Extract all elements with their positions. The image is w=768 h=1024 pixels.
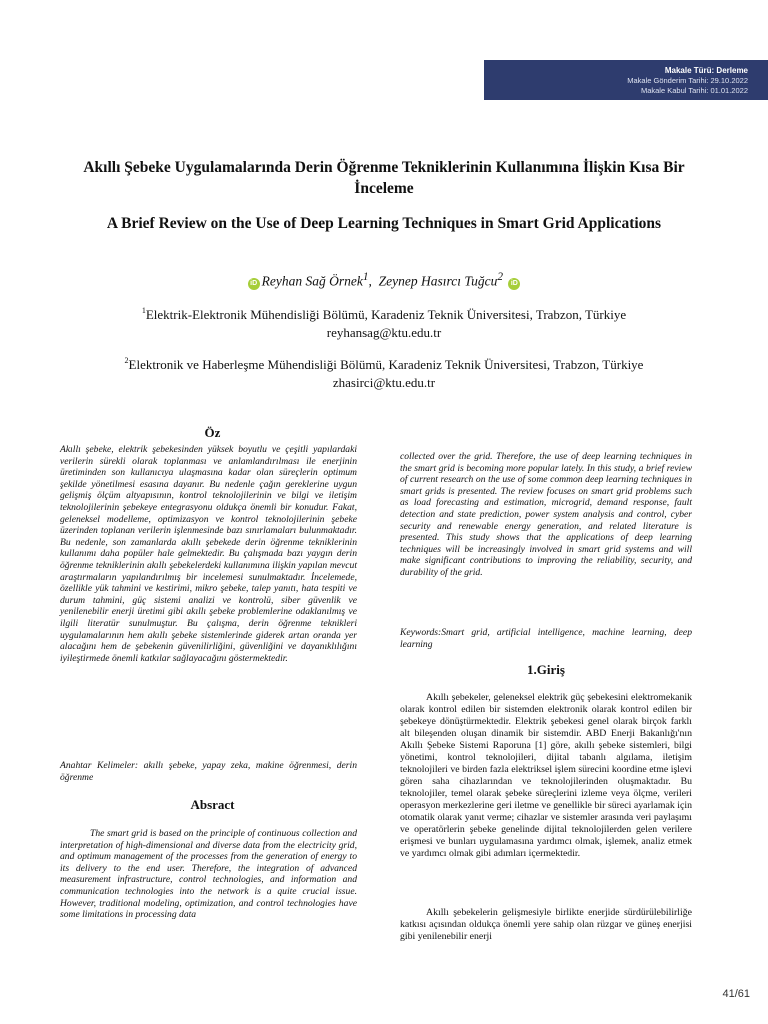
author-affil-marker: 2 bbox=[497, 271, 503, 283]
affiliation-text: Elektrik-Elektronik Mühendisliği Bölümü, Karadeniz Teknik Üniversitesi, Trabzon, Türkiye bbox=[145, 307, 627, 322]
affiliation-email[interactable]: zhasirci@ktu.edu.tr bbox=[332, 375, 436, 390]
affiliation-marker: 1 bbox=[141, 306, 146, 315]
author-affil-marker: 1 bbox=[362, 271, 369, 283]
author-name: Reyhan Sağ Örnek bbox=[261, 273, 363, 289]
oz-paragraph: Akıllı şebeke, elektrik şebekesinden yüksek boyutlu ve çeşitli yapılardaki verilerin sürekli olarak toplanması ve anlamlandırılması ile enerjinin üretiminden son kullanıcıya ulaşmasına kadar olan süreçlerin optimum şekilde yönetilmesi esasına dayanır. Bu nedenle çağın gereklerine uygun gelişmiş ölçüm altyapısının, kontrol teknolojilerinin ve bilgi ve iletişim teknolojilerinin şebekeye entegrasyonu oldukça önemli bir konudur. Fakat, geleneksel modelleme, optimizasyon ve kontrol teknolojilerinin şebeke üzerinden toplanan verilerin işlenmesinde bazı sınırlamaları bulunmaktadır. Bu nedenle, son zamanlarda akıllı şebekede derin öğrenme tekniklerinin kullanımı daha popüler hale gelmektedir. Bu çalışmada bazı yaygın derin öğrenme tekniklerinin akıllı şebekelerdeki kullanımına ilişkin yapılan mevcut araştırmaların yapılandırılmış bir incelemesi sunulmaktadır. İncelemede, özellikle yük tahmini ve kestirimi, mikro şebeke, talep yanıtı, hata tespiti ve durum tahmini, güç sistemi analizi ve kontrolü, siber güvenlik ve yenilenebilir enerji üretimi gibi akıllı şebeke problemlerine odaklanılmış ve ilgili literatür sunulmuştur. Bu çalışma, derin öğrenme teknikleri uygulamalarının hem akıllı şebeke sistemlerinde giderek artan oranda yer alacağını hem de şebekenin güvenilirliğini, güvenliğini ve dayanıklılığını iyileştirmede önemli katkılar sağlayacağını göstermektedir. bbox=[60, 444, 357, 664]
submission-date: Makale Gönderim Tarihi: 29.10.2022 bbox=[627, 76, 748, 85]
orcid-icon[interactable]: iD bbox=[248, 278, 260, 290]
affiliation-text: Elektronik ve Haberleşme Mühendisliği Bölümü, Karadeniz Teknik Üniversitesi, Trabzon, Türkiye bbox=[128, 357, 644, 372]
affiliation-marker: 2 bbox=[124, 356, 129, 365]
introduction-paragraph: Akıllı şebekelerin gelişmesiyle birlikte enerjide sürdürülebilirliğe katkısı açısından oldukça önemli yere sahip olan rüzgar ve güneş enerjisi gibi yenilenebilir enerji bbox=[400, 907, 692, 942]
affiliation-email[interactable]: reyhansag@ktu.edu.tr bbox=[326, 325, 442, 340]
acceptance-date: Makale Kabul Tarihi: 01.01.2022 bbox=[640, 86, 748, 95]
title-turkish: Akıllı Şebeke Uygulamalarında Derin Öğrenme Tekniklerinin Kullanımına İlişkin Kısa Bir İnceleme bbox=[83, 159, 685, 197]
abstract-paragraph: The smart grid is based on the principle of continuous collection and interpretation of high-dimensional and diverse data from the electricity grid, and optimum management of the processes from the generation of energy to its delivery to the end user. Therefore, the integration of advanced measurement infrastructure, control technologies, and information and communication technologies into the network is a quite crucial issue. However, traditional modeling, optimization, and control technologies have some limitations in processing data bbox=[60, 828, 357, 921]
author-list bbox=[60, 268, 708, 291]
author-separator: , bbox=[368, 273, 372, 289]
article-meta-box bbox=[484, 60, 768, 100]
introduction-heading: 1.Giriş bbox=[527, 662, 565, 677]
affiliation bbox=[60, 352, 708, 392]
affiliation bbox=[60, 302, 708, 342]
title-english: A Brief Review on the Use of Deep Learning Techniques in Smart Grid Applications bbox=[106, 215, 662, 232]
author-name: Zeynep Hasırcı Tuğcu bbox=[378, 273, 498, 289]
page-number: 41/61 bbox=[722, 988, 750, 1000]
oz-heading: Öz bbox=[204, 425, 221, 440]
abstract-keywords: Keywords:Smart grid, artificial intelligence, machine learning, deep learning bbox=[400, 627, 692, 650]
oz-keywords: Anahtar Kelimeler: akıllı şebeke, yapay zeka, makine öğrenmesi, derin öğrenme bbox=[60, 760, 357, 783]
abstract-paragraph-continued: collected over the grid. Therefore, the use of deep learning techniques in the smart grid is becoming more popular lately. In this study, a brief review of current research on the use of some common deep learning techniques in smart grids is presented. The review focuses on smart grid problems such as load forecasting and estimation, microgrid, demand response, fault detection and state prediction, power system analysis and control, cyber security and renewable energy generation, and related literature is presented. This study shows that the applications of deep learning techniques will be increasingly involved in smart grid systems and will make significant contributions to improving the reliability, security, and durability of the grid. bbox=[400, 451, 692, 578]
introduction-paragraph: Akıllı şebekeler, geleneksel elektrik güç şebekesini elektromekanik olarak kontrol edilen bir sistemden elektronik olarak kontrol edilen bir şebekeye dönüştürmektedir. Elektrik şebekesi genel olarak birçok farklı alt bileşenden oluşan dinamik bir sistemdir. ABD Enerji Bakanlığı'nın Akıllı Şebeke Sistemi Raporuna [1] göre, akıllı şebeke sistemleri, bilgi yönetimi, kontrol teknolojileri, dijital tabanlı algılama, iletişim teknolojileri ve birden fazla elektriksel işlem sürecini koordine etme işlevi gören saha cihazlarından ve teknolojilerinden oluşmaktadır. Bu teknolojiler, temel olarak şebeke süreçlerini izleme veya ölçme, verileri operasyon merkezlerine geri iletme ve genellikle bir süreci ayarlamak için otomatik olarak yanıt verme; cihazlar ve sistemler arasında veri paylaşımı ve operatörlerin şebeke genelinde dijital teknolojilerden gelen verilere erişmesi ve bunları uygulamasına yardımcı olmak, işlemek, analiz etmek ve yardımcı olmak gibi adımları içermektedir. bbox=[400, 692, 692, 859]
article-type: Makale Türü: Derleme bbox=[664, 66, 748, 75]
orcid-icon[interactable]: iD bbox=[508, 278, 520, 290]
abstract-heading: Absract bbox=[190, 797, 235, 812]
